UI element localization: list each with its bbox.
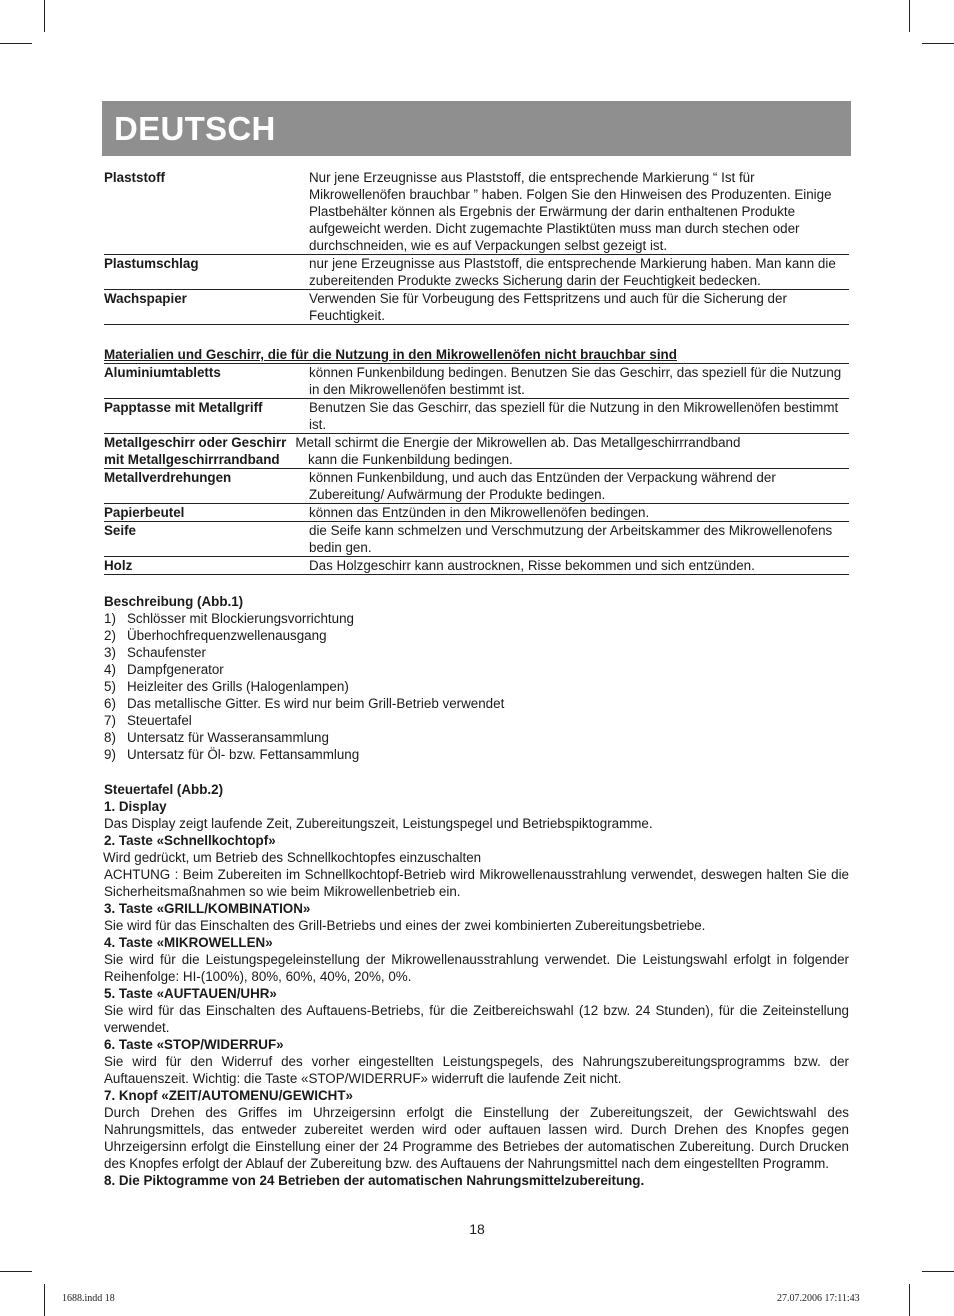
row-term: Papierbeutel: [104, 505, 185, 520]
list-num: 1): [104, 611, 116, 626]
unusable-materials-title: Materialien und Geschirr, die für die Nutzung in den Mikrowellenöfen nicht brauchbar sind: [104, 346, 849, 364]
control-panel-section: [104, 781, 849, 1189]
row-desc: Das Holzgeschirr kann austrocknen, Risse bekommen und sich entzünden.: [309, 558, 755, 573]
row-term-cont: mit Metallgeschirrrandband: [104, 452, 280, 467]
page-content: [104, 169, 849, 1189]
section-text: Sie wird für die Leistungspegeleinstellung der Mikrowellenausstrahlung verwendet. Die Leistungswahl erfolgt in folgender Reihenfolge: HI-(100%), 80%, 60%, 40%, 20%, 0%.: [104, 952, 849, 984]
row-term: Aluminiumtabletts: [104, 365, 221, 380]
section-heading: 8. Die Piktogramme von 24 Betrieben der automatischen Nahrungsmittelzubereitung.: [104, 1173, 645, 1188]
list-num: 4): [104, 662, 116, 677]
list-text: Schlösser mit Blockierungsvorrichtung: [127, 611, 354, 626]
section-heading: 5. Taste «AUFTAUEN/UHR»: [104, 986, 277, 1001]
crop-mark: [922, 43, 954, 44]
row-desc: Verwenden Sie für Vorbeugung des Fettspritzens und auch für die Sicherung der Feuchtigkeit.: [309, 291, 787, 323]
list-item: [104, 610, 849, 627]
list-item: [104, 627, 849, 644]
table-row: [104, 399, 849, 434]
row-desc: können das Entzünden in den Mikrowellenöfen bedingen.: [309, 505, 650, 520]
crop-mark: [0, 43, 32, 44]
table-row: [104, 255, 849, 290]
row-desc: die Seife kann schmelzen und Verschmutzung der Arbeitskammer des Mikrowellenofens bedin gen.: [309, 523, 833, 555]
row-term: Metallverdrehungen: [104, 470, 232, 485]
row-desc: nur jene Erzeugnisse aus Plaststoff, die entsprechende Markierung haben. Man kann die zubereitenden Produkte zwecks Sicherung darin der Feuchtigkeit bedecken.: [309, 256, 836, 288]
table-row: [104, 169, 849, 255]
row-desc: können Funkenbildung bedingen. Benutzen Sie das Geschirr, das speziell für die Nutzung in den Mikrowellenöfen bestimmt ist.: [309, 365, 842, 397]
section-heading: 6. Taste «STOP/WIDERRUF»: [104, 1037, 284, 1052]
section-heading: 3. Taste «GRILL/KOMBINATION»: [104, 901, 311, 916]
section-heading: 1. Display: [104, 799, 167, 814]
list-num: 2): [104, 628, 116, 643]
crop-mark: [44, 0, 45, 32]
list-text: Schaufenster: [127, 645, 206, 660]
list-item: [104, 729, 849, 746]
section-heading: 7. Knopf «ZEIT/AUTOMENU/GEWICHT»: [104, 1088, 353, 1103]
crop-mark: [44, 1284, 45, 1316]
table-row: [104, 290, 849, 325]
row-desc-cont: kann die Funkenbildung bedingen.: [308, 452, 513, 467]
section-text: Sie wird für das Einschalten des Auftauens-Betriebs, für die Zeitbereichswahl (12 bzw. 24 Stunden), für die Zeiteinstellung verwendet.: [104, 1003, 849, 1035]
section-text: Durch Drehen des Griffes im Uhrzeigersinn erfolgt die Einstellung der Zubereitungszeit, der Gewichtswahl des Nahrungsmittels, das entweder zubereitet werden wird oder auftauen lassen wird. Durch Drehen des Knopfes gegen Uhrzeigersinn erfolgt die Einstellung einer der 24 Programme des Betriebes der automatischen Zubereitung. Durch Drucken des Knopfes erfolgt der Ablauf der Zubereitung bzw. des Auftauens der Nahrungsmittel nach dem eingestellten Programm.: [104, 1105, 849, 1171]
list-num: 5): [104, 679, 116, 694]
unusable-materials-table: [104, 364, 849, 575]
list-item: [104, 678, 849, 695]
row-term: Holz: [104, 558, 133, 573]
timestamp-slug: 27.07.2006 17:11:43: [777, 1293, 860, 1304]
list-item: [104, 644, 849, 661]
language-title: DEUTSCH: [114, 110, 276, 147]
row-term: Plaststoff: [104, 170, 166, 185]
list-text: Untersatz für Öl- bzw. Fettansammlung: [127, 747, 360, 762]
list-text: Steuertafel: [127, 713, 192, 728]
section-heading: 2. Taste «Schnellkochtopf»: [104, 833, 276, 848]
description-list: [104, 610, 849, 763]
list-num: 9): [104, 747, 116, 762]
list-item: [104, 695, 849, 712]
row-term: Wachspapier: [104, 291, 187, 306]
section-text: Das Display zeigt laufende Zeit, Zubereitungszeit, Leistungspegel und Betriebspiktogramme.: [104, 816, 653, 831]
row-term: Seife: [104, 523, 137, 538]
row-desc: Metall schirmt die Energie der Mikrowellen ab. Das Metallgeschirrrandband: [295, 435, 741, 450]
row-term: Papptasse mit Metallgriff: [104, 400, 263, 415]
list-text: Dampfgenerator: [127, 662, 224, 677]
list-text: Das metallische Gitter. Es wird nur beim Grill-Betrieb verwendet: [127, 696, 505, 711]
control-panel-title: Steuertafel (Abb.2): [104, 782, 224, 797]
list-item: [104, 746, 849, 763]
list-num: 8): [104, 730, 116, 745]
list-item: [104, 712, 849, 729]
table-row: [104, 434, 849, 469]
list-num: 6): [104, 696, 116, 711]
row-desc: Nur jene Erzeugnisse aus Plaststoff, die entsprechende Markierung “ Ist für Mikrowellenöfen brauchbar ” haben. Folgen Sie den Hinweisen des Produzenten. Einige Plastbehälter können als Ergebnis der Erwärmung der darin enthaltenen Produkte aufgeweicht werden. Dicht zugemachte Plastiktüten muss man durch stechen oder durchschneiden, wie es auf Verpackungen selbst gezeigt ist.: [309, 170, 832, 253]
row-term: Plastumschlag: [104, 256, 199, 271]
section-heading: 4. Taste «MIKROWELLEN»: [104, 935, 273, 950]
crop-mark: [922, 1271, 954, 1272]
table-row: [104, 469, 849, 504]
list-num: 3): [104, 645, 116, 660]
language-banner: [102, 101, 851, 156]
file-slug: 1688.indd 18: [62, 1293, 115, 1304]
list-item: [104, 661, 849, 678]
row-desc: Benutzen Sie das Geschirr, das speziell für die Nutzung in den Mikrowellenöfen bestimmt ist.: [309, 400, 839, 432]
table-row: [104, 364, 849, 399]
list-text: Überhochfrequenzwellenausgang: [127, 628, 327, 643]
section-text: Wird gedrückt, um Betrieb des Schnellkochtopfes einzuschalten: [103, 850, 482, 865]
list-text: Heizleiter des Grills (Halogenlampen): [127, 679, 349, 694]
warning-note: ACHTUNG : Beim Zubereiten im Schnellkochtopf-Betrieb wird Mikrowellenausstrahlung verwendet, deswegen halten Sie die Sicherheitsmaßnahmen so wie beim Mikrowellenbetrieb ein.: [104, 867, 849, 899]
list-num: 7): [104, 713, 116, 728]
description-title: Beschreibung (Abb.1): [104, 594, 244, 609]
crop-mark: [909, 0, 910, 32]
table-row: [104, 504, 849, 522]
page-number: 18: [469, 1221, 485, 1237]
table-row: [104, 522, 849, 557]
crop-mark: [0, 1271, 32, 1272]
crop-mark: [909, 1284, 910, 1316]
usable-materials-table: [104, 169, 849, 325]
section-text: Sie wird für den Widerruf des vorher eingestellten Leistungspegels, des Nahrungszubereitungsprogramms bzw. der Auftauenszeit. Wichtig: die Taste «STOP/WIDERRUF» widerruft die laufende Zeit nicht.: [104, 1054, 849, 1086]
row-desc: können Funkenbildung, und auch das Entzünden der Verpackung während der Zubereitung/ Aufwärmung der Produkte bedingen.: [309, 470, 776, 502]
section-text: Sie wird für das Einschalten des Grill-Betriebs und eines der zwei kombinierten Zubereitungsbetriebe.: [104, 918, 706, 933]
list-text: Untersatz für Wasseransammlung: [127, 730, 329, 745]
row-term: Metallgeschirr oder Geschirr: [104, 435, 287, 450]
table-row: [104, 557, 849, 575]
